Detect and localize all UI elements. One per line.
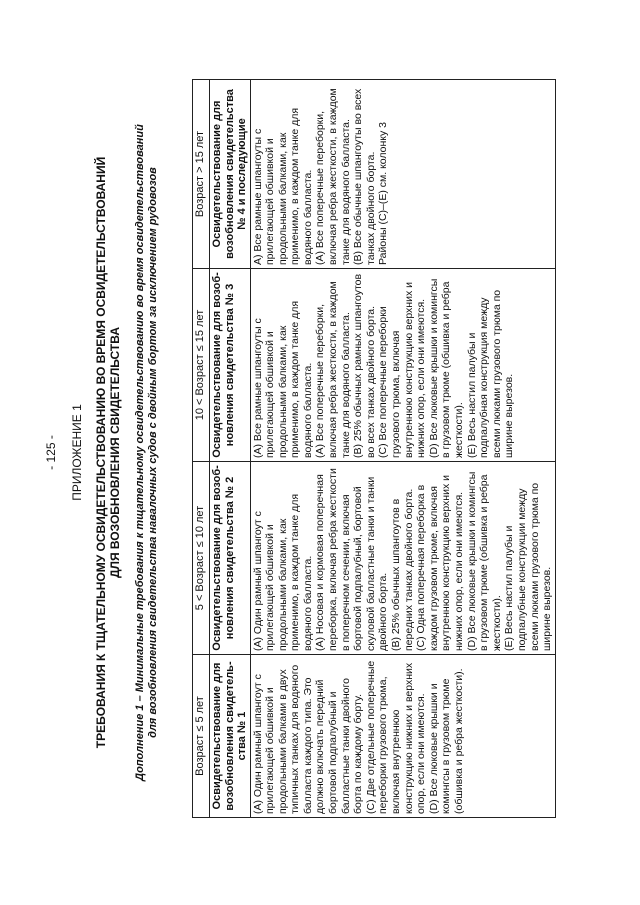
survey-header-4: Освидетельствование для возобновления свидетельства № 4 и последующие	[210, 80, 251, 269]
requirement-item: (C) Две отдельные поперечные переборки грузового трюма, включая внутреннюю конструкцию нижних и верхних опор, если они имеются.	[364, 660, 428, 814]
requirements-cell-2	[250, 462, 555, 655]
title-line-1: ТРЕБОВАНИЯ К ТЩАТЕЛЬНОМУ ОСВИДЕТЕЛЬСТВОВАНИЮ ВО ВРЕМЯ ОСВИДЕТЕЛЬСТВОВАНИЙ	[94, 156, 108, 749]
requirement-item: (E) Весь настил палубы и подпалубная конструкция между всеми люками грузового трюма по ширине вырезов.	[465, 289, 516, 458]
appendix-label: ПРИЛОЖЕНИЕ 1	[70, 404, 84, 501]
title-line-2: ДЛЯ ВОЗОБНОВЛЕНИЯ СВИДЕТЕЛЬСТВА	[108, 327, 122, 579]
requirement-item: (B) 25% обычных рамных шпангоутов во всех танках двойного борта.	[352, 273, 377, 458]
requirement-item: (D) Все люковые крышки и комингсы в грузовом трюме (обшивка и ребра жесткости).	[465, 471, 503, 651]
subtitle-line-1: Дополнение 1 – Минимальные требования к тщательному освидетельствованию во время освидетельствований	[134, 124, 146, 781]
requirement-item: (B) Все обычные шпангоуты во всех танках двойного борта.	[352, 88, 377, 265]
page-title	[94, 120, 122, 785]
age-header-2: 5 < Возраст ≤ 10 лет	[193, 462, 210, 655]
age-header-1: Возраст ≤ 5 лет	[193, 655, 210, 818]
requirement-item: Районы (C)–(E) см. колонку 3	[377, 121, 390, 265]
requirement-item: (E) Весь настил палубы и подпалубные конструкции между всеми люками грузового трюма по ширине вырезов.	[503, 482, 554, 651]
age-header-row	[193, 80, 210, 818]
requirement-item: (A) Все поперечные переборки, включая ребра жесткости, в каждом танке для водяного балласта.	[314, 88, 352, 265]
subtitle-line-2: для возобновления свидетельства навалочных судов с двойным бортом за исключением рудовозов	[147, 167, 159, 738]
age-header-4: Возраст > 15 лет	[193, 80, 210, 269]
requirement-item: (A) Один рамный шпангоут с прилегающей обшивкой и продольными балками в двух типичных танках для водяного балласта каждого типа. Это должно включать передний бортовой подпалубный и балластные танки двойного борта по каждому борту.	[251, 664, 365, 814]
requirement-item: (A) Один рамный шпангоут с прилегающей обшивкой и продольными балками, как применимо, в каждом танке для водяного балласта.	[251, 493, 314, 651]
requirement-item: A) Все рамные шпангоуты с прилегающей обшивкой и продольными балками, как применимо, в каждом танке для водяного балласта.	[251, 107, 314, 265]
requirement-item: (A) Все поперечные переборки, включая ребра жесткости, в каждом танке для водяного балласта.	[314, 281, 352, 458]
requirement-item: (D) Все люковые крышки и комингсы в грузовом трюме (обшивка и ребра жесткости).	[427, 668, 465, 814]
requirements-cell-3	[250, 269, 555, 462]
survey-header-2: Освидетельствование для возоб-новления свидетельства № 2	[210, 462, 251, 655]
requirement-item: (D) Все люковые крышки и комингсы в грузовом трюме (обшивка и ребра жесткости).	[427, 278, 465, 458]
requirement-item: (A) Все рамные шпангоуты с прилегающей обшивкой и продольными балками, как применимо, в каждом танке для водяного балласта.	[251, 300, 314, 458]
age-header-3: 10 < Возраст ≤ 15 лет	[193, 269, 210, 462]
survey-header-row	[210, 80, 251, 818]
requirements-table	[192, 79, 556, 818]
requirement-item: (C) Одна поперечная переборка в каждом грузовом трюме, включая внутреннюю конструкцию верхних и нижних опор, если они имеются.	[415, 475, 465, 651]
survey-header-1: Освидетельствование для возобновления свидетель-ства № 1	[210, 655, 251, 818]
survey-header-3: Освидетельствование для возоб-новления свидетельства № 3	[210, 269, 251, 462]
page-number: - 125 -	[44, 435, 58, 470]
requirements-cell-1	[250, 655, 555, 818]
page-subtitle	[134, 100, 160, 805]
requirements-cell-4	[250, 80, 555, 269]
requirements-row	[250, 80, 555, 818]
requirement-item: (A) Носовая и кормовая поперечная переборка, включая ребра жесткости в поперечном сечении, включая бортовой подпалубный, бортовой скуловой балластные танки и танки двойного борта.	[314, 468, 390, 651]
requirement-item: (C) Все поперечные переборки грузового трюма, включая внутреннюю конструкцию верхних и нижних опор, если они имеются.	[377, 282, 428, 458]
requirement-item: (B) 25% обычных шпангоутов в передних танках двойного борта.	[390, 488, 415, 651]
